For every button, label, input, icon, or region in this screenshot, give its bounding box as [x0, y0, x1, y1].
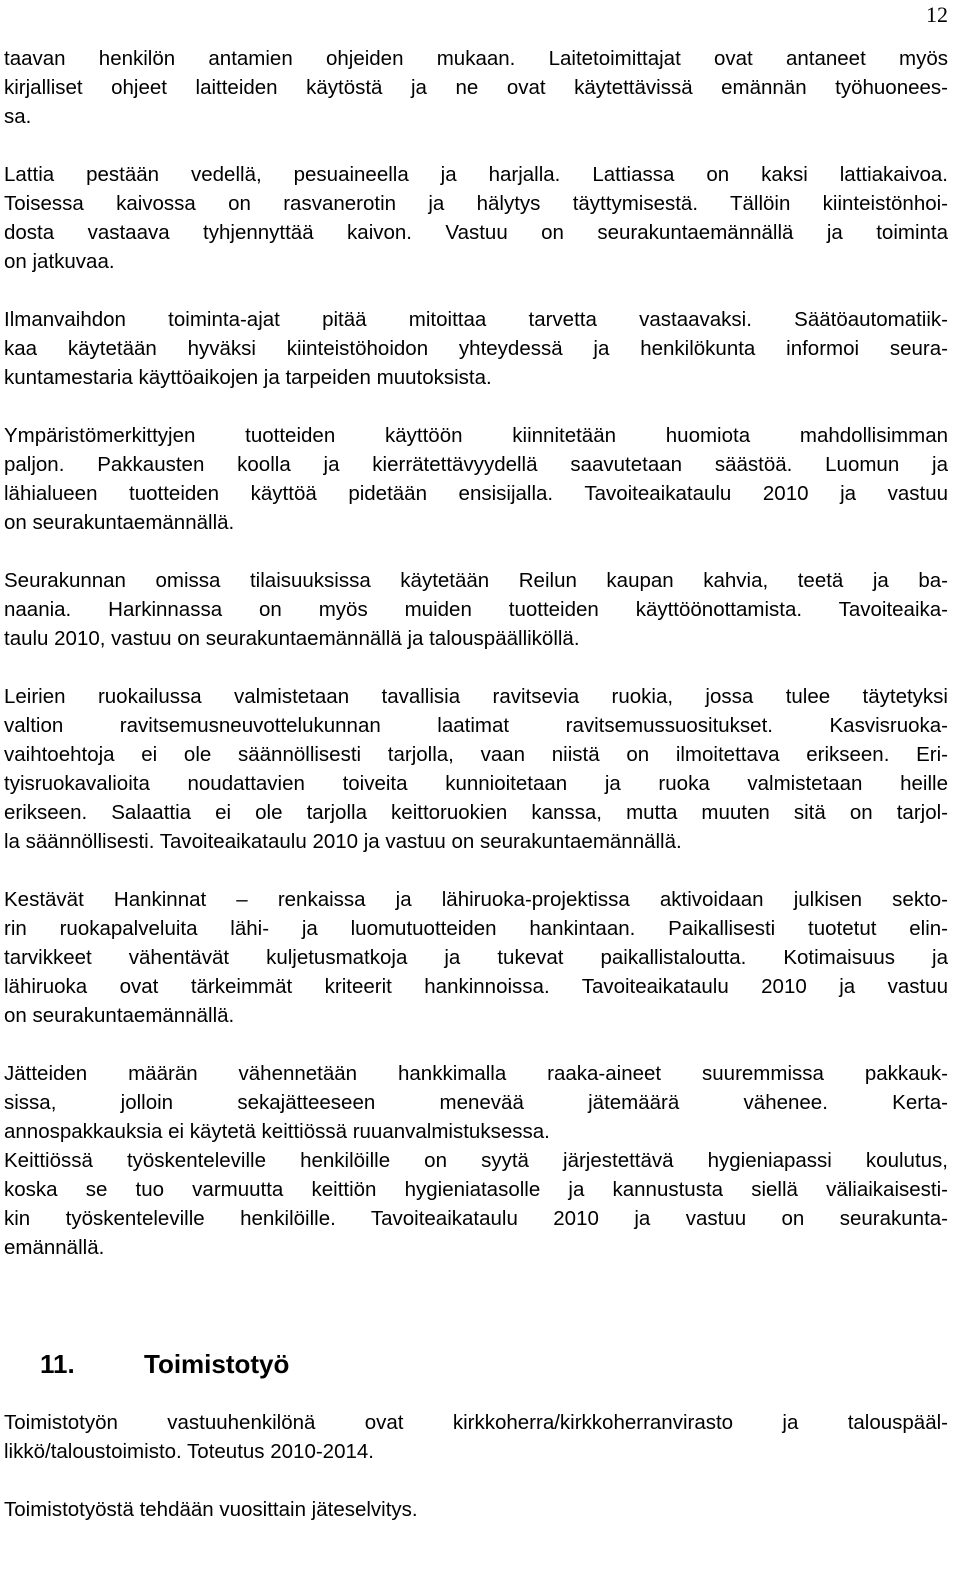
paragraph-hygiene-passport: [4, 1146, 948, 1262]
text-line: tarvikkeet vähentävät kuljetusmatkoja ja tukevat paikallistaloutta. Kotimaisuus ja: [4, 946, 948, 969]
text-line: Keittiössä työskenteleville henkilöille on syytä järjestettävä hygieniapassi koulutus,: [4, 1149, 948, 1172]
page-number: 12: [926, 2, 948, 27]
paragraph-waste-reduction: [4, 1059, 948, 1146]
text-line: on jatkuvaa.: [4, 250, 115, 273]
text-line: koska se tuo varmuutta keittiön hygieniatasolle ja kannustusta siellä väliaikaisesti-: [4, 1178, 948, 1201]
section-number: 11.: [40, 1349, 75, 1379]
text-line: sissa, jolloin sekajätteeseen menevää jätemäärä vähenee. Kerta-: [4, 1091, 948, 1114]
text-line: annospakkauksia ei käytetä keittiössä ruuanvalmistuksessa.: [4, 1120, 550, 1143]
paragraph-waste-report: [4, 1495, 948, 1524]
text-line: dosta vastaava tyhjennyttää kaivon. Vastuu on seurakuntaemännällä ja toiminta: [4, 221, 948, 244]
text-line: paljon. Pakkausten koolla ja kierrätettävyydellä saavutetaan säästöä. Luomun ja: [4, 453, 948, 476]
text-line: emännällä.: [4, 1236, 105, 1259]
text-line: kin työskenteleville henkilöille. Tavoiteaikataulu 2010 ja vastuu on seurakunta-: [4, 1207, 948, 1230]
text-line: Ilmanvaihdon toiminta-ajat pitää mitoittaa tarvetta vastaavaksi. Säätöautomatiik-: [4, 308, 948, 331]
paragraph-floor-washing: [4, 160, 948, 276]
text-line: Kestävät Hankinnat – renkaissa ja lähiruoka-projektissa aktivoidaan julkisen sekto-: [4, 888, 948, 911]
text-line: rin ruokapalveluita lähi- ja luomutuotteiden hankintaan. Paikallisesti tuotetut elin-: [4, 917, 948, 940]
document-body: [4, 44, 948, 1524]
text-line: lähiruoka ovat tärkeimmät kriteerit hankinnoissa. Tavoiteaikataulu 2010 ja vastuu: [4, 975, 948, 998]
paragraph-office-responsibility: [4, 1408, 948, 1466]
paragraph-ventilation: [4, 305, 948, 392]
text-line: Toimistotyöstä tehdään vuosittain jäteselvitys.: [4, 1498, 418, 1521]
text-line: likkö/taloustoimisto. Toteutus 2010-2014.: [4, 1440, 374, 1463]
text-line: on seurakuntaemännällä.: [4, 511, 235, 534]
paragraph-sustainable-procurement: [4, 885, 948, 1030]
text-line: Jätteiden määrän vähennetään hankkimalla raaka-aineet suuremmissa pakkauk-: [4, 1062, 948, 1085]
text-line: sa.: [4, 105, 32, 128]
section-title: Toimistotyö: [144, 1349, 290, 1379]
text-line: Leirien ruokailussa valmistetaan tavallisia ravitsevia ruokia, jossa tulee täytetyksi: [4, 685, 948, 708]
paragraph-equipment-instructions: [4, 44, 948, 131]
text-line: Ympäristömerkittyjen tuotteiden käyttöön kiinnitetään huomiota mahdollisimman: [4, 424, 948, 447]
paragraph-eco-labelled-products: [4, 421, 948, 537]
text-line: kirjalliset ohjeet laitteiden käytöstä ja ne ovat käytettävissä emännän työhuonees-: [4, 76, 948, 99]
text-line: tyisruokavalioita noudattavien toiveita kunnioitetaan ja ruoka valmistetaan heille: [4, 772, 948, 795]
paragraph-camp-meals: [4, 682, 948, 856]
text-line: Toimistotyön vastuuhenkilönä ovat kirkkoherra/kirkkoherranvirasto ja talouspääl-: [4, 1411, 948, 1434]
text-line: erikseen. Salaattia ei ole tarjolla keittoruokien kanssa, mutta muuten sitä on tarjol-: [4, 801, 948, 824]
text-line: valtion ravitsemusneuvottelukunnan laatimat ravitsemussuositukset. Kasvisruoka-: [4, 714, 948, 737]
text-line: naania. Harkinnassa on myös muiden tuotteiden käyttöönottamista. Tavoiteaika-: [4, 598, 948, 621]
text-line: on seurakuntaemännällä.: [4, 1004, 235, 1027]
text-line: Seurakunnan omissa tilaisuuksissa käytetään Reilun kaupan kahvia, teetä ja ba-: [4, 569, 948, 592]
text-line: Lattia pestään vedellä, pesuaineella ja harjalla. Lattiassa on kaksi lattiakaivoa.: [4, 163, 948, 186]
text-line: vaihtoehtoja ei ole säännöllisesti tarjolla, vaan niistä on ilmoitettava erikseen. Eri-: [4, 743, 948, 766]
text-line: kuntamestaria käyttöaikojen ja tarpeiden muutoksista.: [4, 366, 492, 389]
text-line: taulu 2010, vastuu on seurakuntaemännällä ja talouspäälliköllä.: [4, 627, 580, 650]
section-heading: [4, 1349, 948, 1379]
text-line: la säännöllisesti. Tavoiteaikataulu 2010 ja vastuu on seurakuntaemännällä.: [4, 830, 682, 853]
paragraph-fair-trade: [4, 566, 948, 653]
text-line: lähialueen tuotteiden käyttöä pidetään ensisijalla. Tavoiteaikataulu 2010 ja vastuu: [4, 482, 948, 505]
text-line: taavan henkilön antamien ohjeiden mukaan. Laitetoimittajat ovat antaneet myös: [4, 47, 948, 70]
text-line: kaa käytetään hyväksi kiinteistöhoidon yhteydessä ja henkilökunta informoi seura-: [4, 337, 948, 360]
text-line: Toisessa kaivossa on rasvanerotin ja hälytys täyttymisestä. Tällöin kiinteistönhoi-: [4, 192, 948, 215]
